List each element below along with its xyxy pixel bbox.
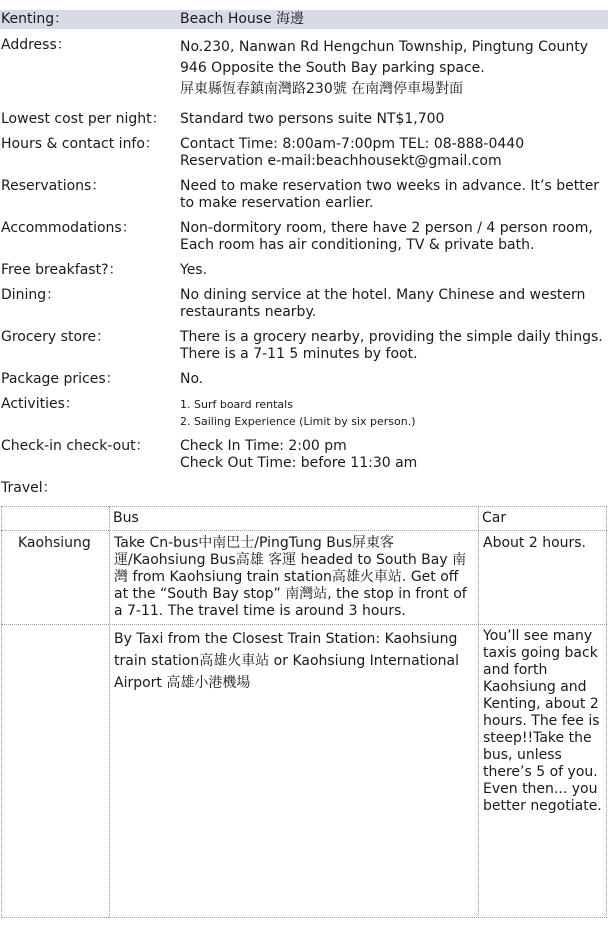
table-header-divider (1, 530, 607, 531)
dining-label: Dining： (1, 287, 61, 303)
dining-value (180, 287, 604, 321)
activity-item: 2. Sailing Experience (Limit by six person.) (180, 415, 416, 428)
bus-line: 灣 from Kaohsiung train station高雄火車站. Get off (114, 569, 459, 585)
column-header-car: Car (482, 510, 507, 526)
car-cell (483, 628, 605, 815)
package-label: Package prices： (1, 371, 120, 387)
car-line: you. Even then... (483, 764, 598, 797)
car-line: and forth (483, 662, 548, 678)
dining-line: No dining service at the hotel. Many Chinese and western (180, 287, 586, 303)
reservations-line: to make reservation earlier. (180, 195, 374, 211)
address-value (180, 37, 604, 100)
checkin-value (180, 438, 604, 472)
grocery-line: There is a grocery nearby, providing the simple daily things. (180, 329, 603, 345)
travel-label: Travel： (1, 480, 57, 496)
activities-value (180, 396, 604, 430)
contact-line: Contact Time: 8:00am-7:00pm TEL: 08-888-0440 (180, 136, 525, 152)
car-line: negotiate. (530, 798, 602, 814)
table-border-bottom (1, 917, 607, 918)
table-border-right (606, 506, 607, 918)
table-border-left (1, 506, 2, 918)
reservations-label: Reservations： (1, 178, 106, 194)
car-line: taxis going back (483, 645, 598, 661)
bus-cell (114, 535, 476, 620)
package-line: No. (180, 371, 204, 387)
checkin-line: Check In Time: 2:00 pm (180, 438, 347, 454)
bus-line: train station高雄火車站 or Kaohsiung International (114, 653, 460, 669)
car-line: Kaohsiung and (483, 679, 587, 695)
lowest-cost-label: Lowest cost per night： (1, 111, 166, 127)
breakfast-label: Free breakfast?： (1, 262, 123, 278)
accommodations-label: Accommodations： (1, 220, 136, 236)
hotel-name: Beach House 海邊 (180, 11, 305, 27)
address-line: No.230, Nanwan Rd Hengchun Township, Pingtung County (180, 39, 588, 55)
bus-line: of a 7-11. The travel time is around 3 hours. (114, 586, 467, 619)
table-column-divider (478, 506, 479, 918)
reservations-value (180, 178, 604, 212)
lowest-cost-value (180, 111, 604, 128)
car-cell (483, 535, 605, 552)
address-line: 屏東縣恆春鎮南灣路230號 在南灣停車場對面 (180, 81, 464, 97)
contact-label: Hours & contact info： (1, 136, 159, 152)
place-cell: Kaohsiung (18, 535, 91, 551)
car-line: About 2 hours. (483, 535, 587, 551)
car-line: there’s 5 of (483, 764, 564, 780)
grocery-line: There is a 7-11 5 minutes by foot. (180, 346, 418, 362)
contact-value (180, 136, 604, 170)
bus-line: 運/Kaohsiung Bus高雄 客運 headed to South Bay 南 (114, 552, 467, 568)
activities-label: Activities： (1, 396, 79, 412)
address-label: Address： (1, 37, 71, 53)
column-header-bus: Bus (113, 510, 139, 526)
accommodations-line: Each room has air conditioning, TV & private bath. (180, 237, 535, 253)
car-line: Kenting, about 2 (483, 696, 599, 712)
checkin-line: Check Out Time: before 11:30 am (180, 455, 418, 471)
breakfast-value (180, 262, 604, 279)
header-label: Kenting： (1, 11, 69, 27)
table-row-divider (1, 624, 607, 625)
dining-line: restaurants nearby. (180, 304, 317, 320)
checkin-label: Check-in check-out： (1, 438, 150, 454)
grocery-value (180, 329, 604, 363)
reservations-line: Need to make reservation two weeks in advance. It’s better (180, 178, 600, 194)
bus-line: Take Cn-bus中南巴士/PingTung Bus屏東客 (114, 535, 395, 551)
bus-cell (114, 628, 476, 694)
car-line: You’ll see many (483, 628, 593, 644)
package-value (180, 371, 604, 388)
bus-line: at the “South Bay stop” 南灣站, the stop in front (114, 586, 449, 602)
breakfast-line: Yes. (180, 262, 208, 278)
travel-table (1, 506, 607, 918)
header-row (0, 10, 608, 29)
table-border-top (1, 506, 607, 507)
car-line: bus, unless (483, 747, 562, 763)
car-line: you better (483, 781, 598, 814)
accommodations-line: Non-dormitory room, there have 2 person / 4 person room, (180, 220, 593, 236)
grocery-label: Grocery store： (1, 329, 111, 345)
bus-line: Airport 高雄小港機場 (114, 675, 251, 691)
bus-line: By Taxi from the Closest Train Station: Kaohsiung (114, 631, 458, 647)
activity-item: 1. Surf board rentals (180, 398, 293, 411)
address-line: 946 Opposite the South Bay parking space. (180, 60, 485, 76)
accommodations-value (180, 220, 604, 254)
contact-line: Reservation e-mail:beachhousekt@gmail.com (180, 153, 502, 169)
car-line: steep!!Take the (483, 730, 592, 746)
table-column-divider (109, 506, 110, 918)
car-line: hours. The fee is (483, 713, 600, 729)
lowest-cost-line: Standard two persons suite NT$1,700 (180, 111, 445, 127)
